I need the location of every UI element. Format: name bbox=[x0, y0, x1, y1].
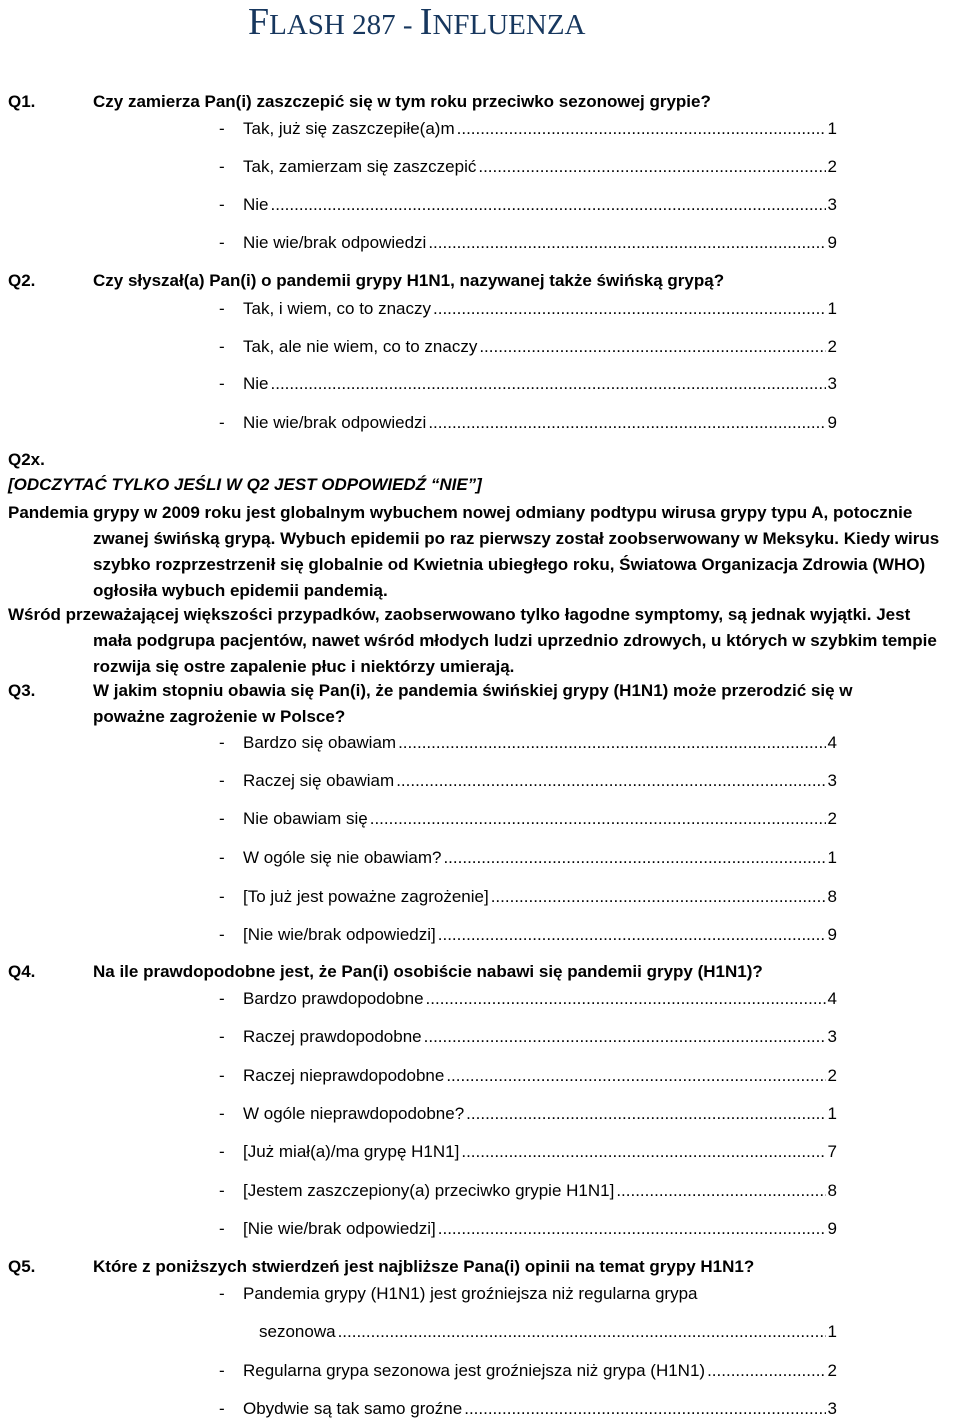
option-label: Tak, już się zaszczepiłe(a)m bbox=[243, 119, 455, 138]
option-code: 7 bbox=[827, 1142, 837, 1161]
q2-option[interactable]: - Tak, ale nie wiem, co to znaczy ..... 2 bbox=[219, 335, 837, 359]
option-label: Nie bbox=[243, 374, 269, 393]
option-label: W ogóle się nie obawiam? bbox=[243, 848, 442, 867]
q5-option-1-line2[interactable] bbox=[259, 1320, 837, 1344]
q4-option[interactable]: - Raczej nieprawdopodobne ..... 2 bbox=[219, 1064, 837, 1088]
q3-option[interactable]: - Nie obawiam się ..... 2 bbox=[219, 807, 837, 831]
q2-option[interactable]: - Nie ..... 3 bbox=[219, 372, 837, 396]
q1-question: Czy zamierza Pan(i) zaszczepić się w tym roku przeciwko sezonowej grypie? bbox=[93, 92, 711, 111]
option-code: 8 bbox=[827, 887, 837, 906]
option-code: 8 bbox=[827, 1181, 837, 1200]
option-code: 2 bbox=[827, 157, 837, 176]
q5-option-1-line1[interactable]: - Pandemia grypy (H1N1) jest groźniejsza niż regularna grypa bbox=[219, 1282, 837, 1306]
option-code: 3 bbox=[827, 1027, 837, 1046]
option-code: 3 bbox=[827, 1399, 837, 1418]
option-code: 3 bbox=[827, 771, 837, 790]
option-label: [To już jest poważne zagrożenie] bbox=[243, 887, 489, 906]
option-label: [Nie wie/brak odpowiedzi] bbox=[243, 925, 436, 944]
q1-option[interactable]: - Tak, już się zaszczepiłe(a)m ..... 1 bbox=[219, 117, 837, 141]
option-code: 2 bbox=[827, 1066, 837, 1085]
q2x-instruction bbox=[8, 472, 943, 498]
q2x-paragraph-1 bbox=[8, 500, 943, 604]
q3-question-line2: poważne zagrożenie w Polsce? bbox=[93, 707, 346, 726]
q5-number: Q5. bbox=[8, 1257, 36, 1276]
option-code: 4 bbox=[827, 733, 837, 752]
q4-question: Na ile prawdopodobne jest, że Pan(i) osobiście nabawi się pandemii grypy (H1N1)? bbox=[93, 962, 763, 981]
option-code: 1 bbox=[827, 299, 837, 318]
option-label: Nie wie/brak odpowiedzi bbox=[243, 413, 427, 432]
q1-number: Q1. bbox=[8, 92, 36, 111]
q4-option[interactable]: - Bardzo prawdopodobne ..... 4 bbox=[219, 987, 837, 1011]
title-cap-2: I bbox=[419, 1, 433, 43]
option-label: Pandemia grypy (H1N1) jest groźniejsza niż regularna grypa bbox=[243, 1284, 698, 1303]
title-cap-1: F bbox=[248, 1, 270, 43]
option-code: 9 bbox=[827, 1219, 837, 1238]
q2-number: Q2. bbox=[8, 271, 36, 290]
option-label: [Jestem zaszczepiony(a) przeciwko grypie H1N1] bbox=[243, 1181, 615, 1200]
paragraph-text: Pandemia grypy w 2009 roku jest globalnym wybuchem nowej odmiany podtypu wirusa grypy typu A, potocznie zwanej świńską grypą. Wybuch epidemii po raz pierwszy został zoobserwowany w Meksyku. Kiedy wirus szybko rozprzestrzenił się globalnie od Kwietnia ubiegłego roku, Światowa Organizacja Zdrowia (WHO) ogłosiła wybuch epidemii pandemią. bbox=[8, 503, 940, 600]
option-label: Nie obawiam się bbox=[243, 809, 368, 828]
option-label: W ogóle nieprawdopodobne? bbox=[243, 1104, 465, 1123]
q3-option[interactable]: - [Nie wie/brak odpowiedzi] ..... 9 bbox=[219, 923, 837, 947]
q4-number: Q4. bbox=[8, 962, 36, 981]
q1-option[interactable]: - Nie ..... 3 bbox=[219, 193, 837, 217]
option-label: Bardzo się obawiam bbox=[243, 733, 397, 752]
q3-option[interactable]: - [To już jest poważne zagrożenie] ..... 8 bbox=[219, 885, 837, 909]
q3-question-line1: W jakim stopniu obawia się Pan(i), że pandemia świńskiej grypy (H1N1) może przerodzić się w bbox=[93, 681, 853, 700]
option-label: [Już miał(a)/ma grypę H1N1] bbox=[243, 1142, 460, 1161]
option-label: sezonowa bbox=[259, 1322, 336, 1341]
q4-option[interactable]: - W ogóle nieprawdopodobne? ..... 1 bbox=[219, 1102, 837, 1126]
option-label: Tak, ale nie wiem, co to znaczy bbox=[243, 337, 478, 356]
option-code: 1 bbox=[827, 1104, 837, 1123]
option-label: Obydwie są tak samo groźne bbox=[243, 1399, 463, 1418]
q2-option[interactable]: - Nie wie/brak odpowiedzi ..... 9 bbox=[219, 411, 837, 435]
paragraph-text: Wśród przeważającej większości przypadków, zaobserwowano tylko łagodne symptomy, są jednak wyjątki. Jest mała podgrupa pacjentów, nawet wśród młodych ludzi uprzednio zdrowych, u których w szybkim tempie rozwija się ostre zapalenie płuc i niektórzy umierają. bbox=[8, 605, 937, 676]
option-label: [Nie wie/brak odpowiedzi] bbox=[243, 1219, 436, 1238]
option-label: Bardzo prawdopodobne bbox=[243, 989, 424, 1008]
q1-option[interactable]: - Nie wie/brak odpowiedzi ..... 9 bbox=[219, 231, 837, 255]
q4-option[interactable]: - Raczej prawdopodobne ..... 3 bbox=[219, 1025, 837, 1049]
option-code: 1 bbox=[827, 119, 837, 138]
title-rest-1: LASH 287 - bbox=[269, 9, 420, 41]
q3-option[interactable]: - W ogóle się nie obawiam? ..... 1 bbox=[219, 846, 837, 870]
option-code: 1 bbox=[827, 1322, 837, 1341]
q3-number: Q3. bbox=[8, 681, 36, 700]
q4-option[interactable]: - [Nie wie/brak odpowiedzi] ..... 9 bbox=[219, 1217, 837, 1241]
q5-option[interactable]: - Regularna grypa sezonowa jest groźniejsza niż grypa (H1N1) ..... 2 bbox=[219, 1359, 837, 1383]
q2-question: Czy słyszał(a) Pan(i) o pandemii grypy H1N1, nazywanej także świńską grypą? bbox=[93, 271, 725, 290]
q5-option[interactable]: - Obydwie są tak samo groźne ..... 3 bbox=[219, 1397, 837, 1421]
option-label: Tak, i wiem, co to znaczy bbox=[243, 299, 432, 318]
option-code: 9 bbox=[827, 413, 837, 432]
option-label: Raczej nieprawdopodobne bbox=[243, 1066, 445, 1085]
option-code: 3 bbox=[827, 195, 837, 214]
option-code: 2 bbox=[827, 809, 837, 828]
q3-option[interactable]: - Raczej się obawiam ..... 3 bbox=[219, 769, 837, 793]
q4-option[interactable]: - [Jestem zaszczepiony(a) przeciwko grypie H1N1] ..... 8 bbox=[219, 1179, 837, 1203]
option-label: Regularna grypa sezonowa jest groźniejsza niż grypa (H1N1) bbox=[243, 1361, 706, 1380]
option-code: 4 bbox=[827, 989, 837, 1008]
option-label: Tak, zamierzam się zaszczepić bbox=[243, 157, 477, 176]
option-code: 3 bbox=[827, 374, 837, 393]
q1-option[interactable]: - Tak, zamierzam się zaszczepić ..... 2 bbox=[219, 155, 837, 179]
option-label: Raczej się obawiam bbox=[243, 771, 395, 790]
option-code: 2 bbox=[827, 337, 837, 356]
option-code: 9 bbox=[827, 925, 837, 944]
instruction-text: [ODCZYTAĆ TYLKO JEŚLI W Q2 JEST ODPOWIEDŹ “NIE”] bbox=[8, 475, 482, 494]
option-label: Nie bbox=[243, 195, 269, 214]
title-rest-2: NFLUENZA bbox=[432, 9, 586, 41]
q2-option[interactable]: - Tak, i wiem, co to znaczy ..... 1 bbox=[219, 297, 837, 321]
q3-option[interactable]: - Bardzo się obawiam ..... 4 bbox=[219, 731, 837, 755]
q4-option[interactable]: - [Już miał(a)/ma grypę H1N1] ..... 7 bbox=[219, 1140, 837, 1164]
option-code: 1 bbox=[827, 848, 837, 867]
q2x-paragraph-2 bbox=[8, 602, 943, 680]
q2x-number: Q2x. bbox=[8, 450, 45, 469]
option-code: 2 bbox=[827, 1361, 837, 1380]
document-title bbox=[248, 0, 585, 47]
q5-question: Które z poniższych stwierdzeń jest najbliższe Pana(i) opinii na temat grypy H1N1? bbox=[93, 1257, 755, 1276]
option-label: Raczej prawdopodobne bbox=[243, 1027, 422, 1046]
option-label: Nie wie/brak odpowiedzi bbox=[243, 233, 427, 252]
option-code: 9 bbox=[827, 233, 837, 252]
